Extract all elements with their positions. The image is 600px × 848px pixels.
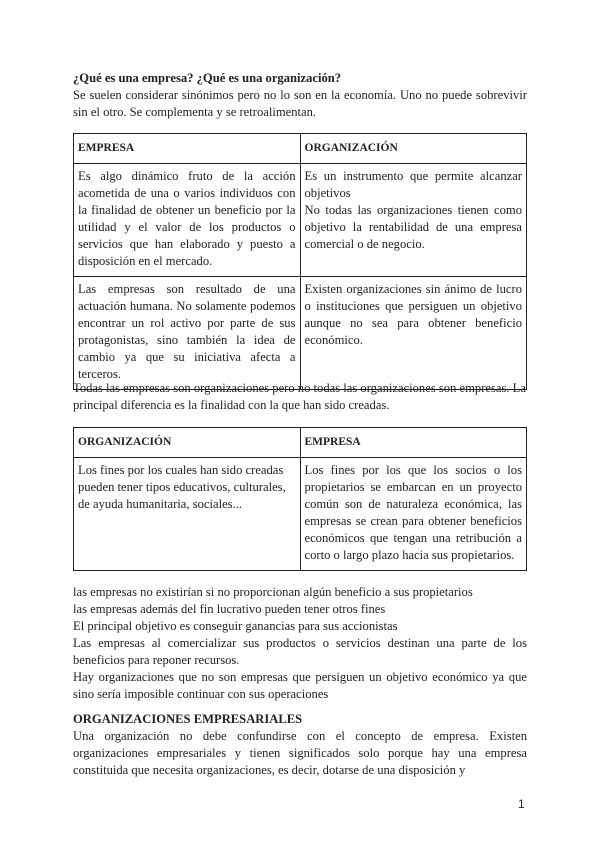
section-paragraph: Una organización no debe confundirse con el concepto de empresa. Existen organizaciones empresariales y tienen significados solo porque hay una empresa constituida que necesita organizaciones, es decir, dotarse de una disposición y	[73, 729, 527, 777]
table-organizacion-empresa	[73, 427, 527, 571]
cell-line: Es un instrumento que permite alcanzar objetivos	[304, 169, 522, 200]
header-empresa: EMPRESA	[74, 134, 301, 164]
page-number: 1	[518, 797, 525, 811]
section-heading: ORGANIZACIONES EMPRESARIALES	[73, 712, 303, 726]
note: las empresas no existirían si no proporcionan algún beneficio a sus propietarios	[73, 585, 473, 599]
table-header-row	[74, 134, 527, 164]
cell: Los fines por los cuales han sido creadas pueden tener tipos educativos, culturales, de ayuda humanitaria, sociales...	[74, 458, 301, 571]
cell: Los fines por los que los socios o los propietarios se embarcan en un proyecto común son de naturaleza económica, las empresas se crean para obtener beneficios económicos que tengan una retribución a corto o largo plazo hacia sus propietarios.	[300, 458, 527, 571]
table-row	[74, 458, 527, 571]
header-organizacion: ORGANIZACIÓN	[300, 134, 527, 164]
note: Hay organizaciones que no son empresas que persiguen un objetivo económico ya que sino sería imposible continuar con sus operaciones	[73, 670, 527, 701]
header-organizacion: ORGANIZACIÓN	[74, 428, 301, 458]
note: las empresas además del fin lucrativo pueden tener otros fines	[73, 602, 386, 616]
note: El principal objetivo es conseguir ganancias para sus accionistas	[73, 619, 398, 633]
cell: Es algo dinámico fruto de la acción acometida de una o varios individuos con la finalidad de obtener un beneficio por la utilidad y el valor de los productos o servicios que han elaborado y puesto a disposición en el mercado.	[74, 164, 301, 277]
heading: ¿Qué es una empresa? ¿Qué es una organización?	[73, 71, 342, 85]
section-organizaciones-empresariales	[73, 711, 527, 779]
intro-section	[73, 70, 527, 121]
intro-paragraph: Se suelen considerar sinónimos pero no lo son en la economía. Uno no puede sobrevivir sin el otro. Se complementa y se retroalimentan.	[73, 88, 527, 119]
header-empresa: EMPRESA	[300, 428, 527, 458]
middle-paragraph: Todas las empresas son organizaciones pero no todas las organizaciones son empresas. La principal diferencia es la finalidad con la que han sido creadas.	[73, 381, 526, 412]
cell: Las empresas son resultado de una actuación humana. No solamente podemos encontrar un rol activo por parte de sus protagonistas, sino también la idea de cambio ya que su iniciativa afecta a terceros.	[74, 277, 301, 390]
notes-list	[73, 584, 527, 703]
note: Las empresas al comercializar sus productos o servicios destinan una parte de los beneficios para reponer recursos.	[73, 636, 527, 667]
table-header-row	[74, 428, 527, 458]
cell-line: No todas las organizaciones tienen como objetivo la rentabilidad de una empresa comercial o de negocio.	[304, 203, 522, 251]
table-row	[74, 164, 527, 277]
cell	[300, 164, 527, 277]
table-empresa-organizacion	[73, 133, 527, 390]
table-row	[74, 277, 527, 390]
cell: Existen organizaciones sin ánimo de lucro o instituciones que persiguen un objetivo aunque no sea para obtener beneficio económico.	[300, 277, 527, 390]
